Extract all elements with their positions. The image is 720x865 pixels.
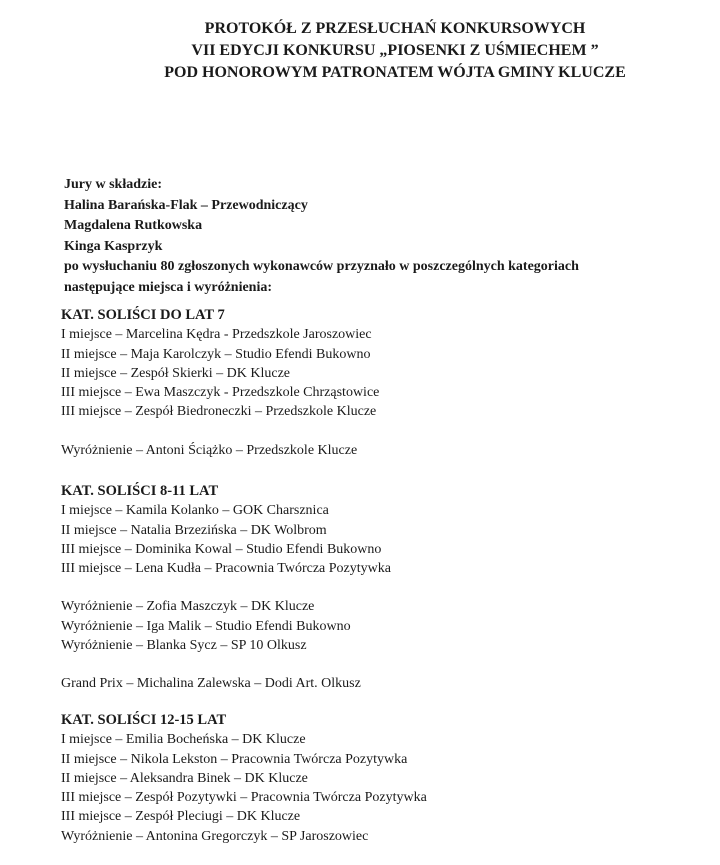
document-title <box>0 18 720 84</box>
award-entry: III miejsce – Dominika Kowal – Studio Efendi Bukowno <box>61 541 382 557</box>
award-entry: I miejsce – Marcelina Kędra - Przedszkole Jaroszowiec <box>61 327 372 343</box>
award-entry: II miejsce – Aleksandra Binek – DK Klucze <box>61 770 308 786</box>
title-line: PROTOKÓŁ Z PRZESŁUCHAŃ KONKURSOWYCH <box>204 20 586 37</box>
award-entry: III miejsce – Zespół Pleciugi – DK Klucze <box>61 809 301 825</box>
jury-member: Halina Barańska-Flak – Przewodniczący <box>64 197 308 213</box>
award-entry: III miejsce – Zespół Pozytywki – Pracownia Twórcza Pozytywka <box>61 790 427 806</box>
award-entry: II miejsce – Zespół Skierki – DK Klucze <box>61 365 290 381</box>
jury-member: Kinga Kasprzyk <box>64 238 163 254</box>
jury-section <box>64 175 704 298</box>
distinction-entry: Wyróżnienie – Antoni Ściążko – Przedszkole Klucze <box>61 442 358 458</box>
jury-member: Magdalena Rutkowska <box>64 218 203 233</box>
award-entry: II miejsce – Nikola Lekston – Pracownia Twórcza Pozytywka <box>61 751 408 767</box>
category-8-11 <box>61 482 701 694</box>
distinction-entry: Wyróżnienie – Blanka Sycz – SP 10 Olkusz <box>61 638 307 654</box>
award-entry: II miejsce – Natalia Brzezińska – DK Wolbrom <box>61 522 327 538</box>
jury-statement: po wysłuchaniu 80 zgłoszonych wykonawców przyznało w poszczególnych kategoriach <box>64 259 579 274</box>
award-entry: I miejsce – Emilia Bocheńska – DK Klucze <box>61 732 306 748</box>
jury-statement: następujące miejsca i wyróżnienia: <box>64 279 273 295</box>
title-line: VII EDYCJI KONKURSU „PIOSENKI Z UŚMIECHEM ” <box>191 42 599 59</box>
category-title: KAT. SOLIŚCI 8-11 LAT <box>61 483 219 499</box>
award-entry: III miejsce – Zespół Biedroneczki – Przedszkole Klucze <box>61 404 377 420</box>
category-title: KAT. SOLIŚCI DO LAT 7 <box>61 307 225 323</box>
category-title: KAT. SOLIŚCI 12-15 LAT <box>61 712 227 728</box>
award-entry: I miejsce – Kamila Kolanko – GOK Charsznica <box>61 503 329 519</box>
jury-heading: Jury w składzie: <box>64 177 162 192</box>
distinction-entry: Wyróżnienie – Zofia Maszczyk – DK Klucze <box>61 599 315 615</box>
award-entry: III miejsce – Lena Kudła – Pracownia Twórcza Pozytywka <box>61 561 391 577</box>
category-under-7 <box>61 306 701 460</box>
award-entry: III miejsce – Ewa Maszczyk - Przedszkole Chrząstowice <box>61 385 380 401</box>
distinction-entry: Wyróżnienie – Antonina Gregorczyk – SP Jaroszowiec <box>61 828 369 844</box>
title-line: POD HONOROWYM PATRONATEM WÓJTA GMINY KLUCZE <box>164 64 626 81</box>
category-12-15 <box>61 711 701 846</box>
award-entry: II miejsce – Maja Karolczyk – Studio Efendi Bukowno <box>61 346 371 362</box>
grand-prix-entry: Grand Prix – Michalina Zalewska – Dodi Art. Olkusz <box>61 676 361 692</box>
distinction-entry: Wyróżnienie – Iga Malik – Studio Efendi Bukowno <box>61 618 351 634</box>
